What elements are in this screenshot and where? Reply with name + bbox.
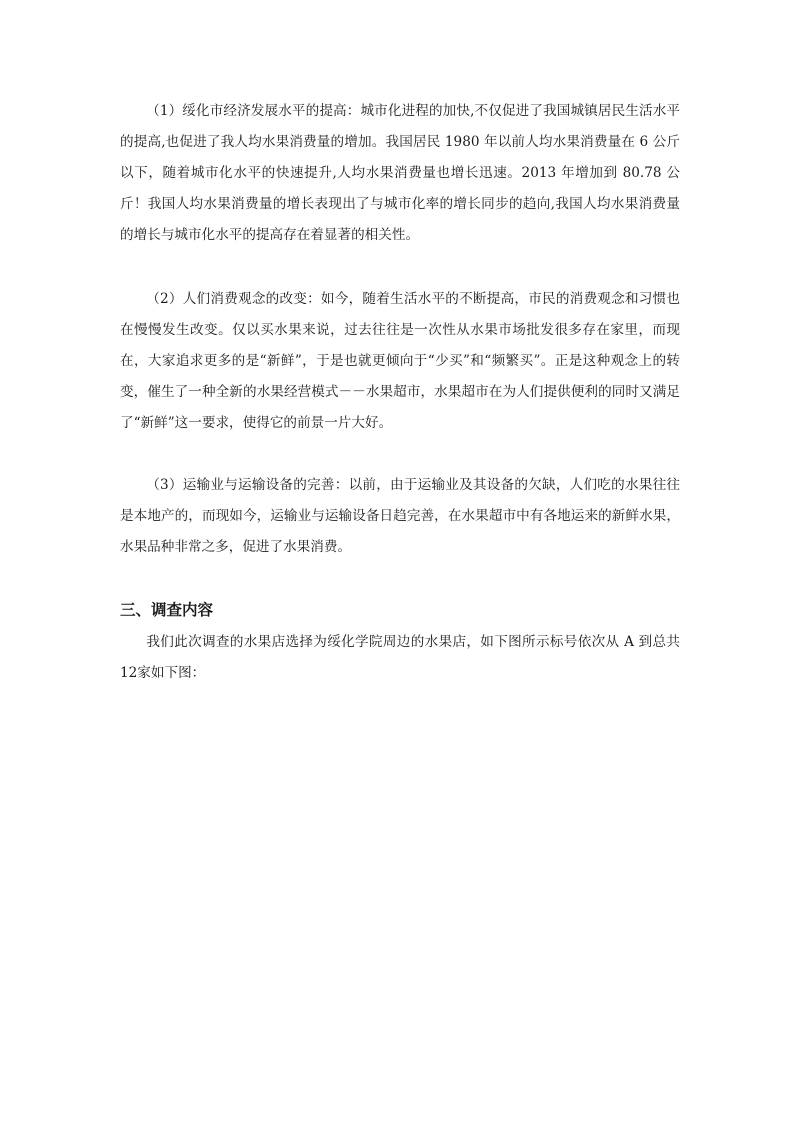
paragraph-transportation	[120, 470, 680, 563]
paragraph-survey-content	[120, 627, 680, 689]
section-heading: 三、调查内容	[120, 601, 214, 619]
paragraph-text: （3）运输业与运输设备的完善：以前，由于运输业及其设备的欠缺，人们吃的水果往往是本地产的，而现如今，运输业与运输设备日趋完善，在水果超市中有各地运来的新鲜水果，水果品种非常之多，促进了水果消费。	[120, 477, 680, 555]
paragraph-text: （2）人们消费观念的改变：如今，随着生活水平的不断提高，市民的消费观念和习惯也在慢慢发生改变。仅以买水果来说，过去往往是一次性从水果市场批发很多存在家里，而现在，大家追求更多的是“新鲜”，于是也就更倾向于“少买”和“频繁买”。正是这种观念上的转变，催生了一种全新的水果经营模式－－水果超市，水果超市在为人们提供便利的同时又满足了“新鲜”这一要求，使得它的前景一片大好。	[120, 291, 680, 431]
paragraph-economic-development	[120, 96, 680, 251]
paragraph-text: 我们此次调查的水果店选择为绥化学院周边的水果店，如下图所示标号依次从 A 到总共 12家如下图：	[120, 634, 680, 681]
paragraph-consumption-concept	[120, 284, 680, 439]
paragraph-text: （1）绥化市经济发展水平的提高：城市化进程的加快,不仅促进了我国城镇居民生活水平的提高,也促进了我人均水果消费量的增加。我国居民 1980 年以前人均水果消费量在 6 公斤以下，随着城市化水平的快速提升,人均水果消费量也增长迅速。2013 年增加到 80.78 公斤！我国人均水果消费量的增长表现出了与城市化率的增长同步的趋向,我国人均水果消费量的增长与城市化水平的提高存在着显著的相关性。	[120, 103, 680, 243]
